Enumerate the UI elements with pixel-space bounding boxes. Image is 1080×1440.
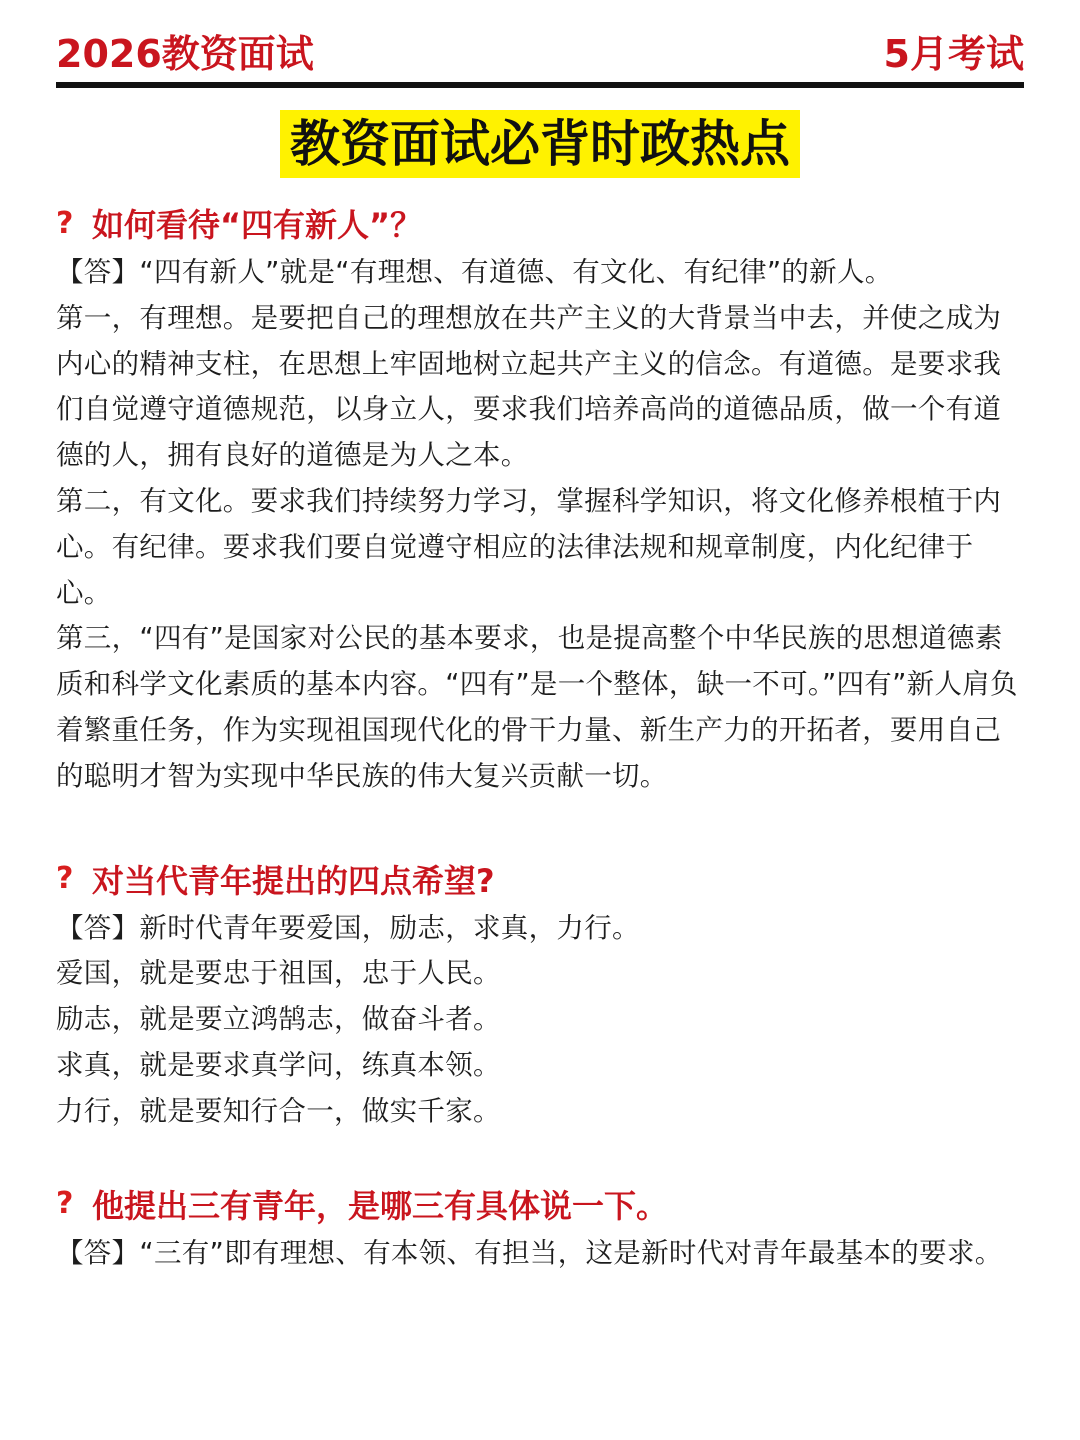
answer-paragraph: 【答】“四有新人”就是“有理想、有道德、有文化、有纪律”的新人。 (56, 256, 893, 288)
question-heading (56, 852, 1020, 906)
answer-paragraph: 求真，就是要求真学问，练真本领。 (56, 1048, 501, 1081)
answer-paragraph: 爱国，就是要忠于祖国，忠于人民。 (56, 957, 501, 990)
answer-paragraph: 【答】新时代青年要爱国，励志，求真，力行。 (56, 911, 640, 944)
question-text: 对当代青年提出的四点希望? (92, 861, 495, 900)
question-heading (56, 1177, 1020, 1231)
answer-paragraph: 【答】“三有”即有理想、有本领、有担当，这是新时代对青年最基本的要求。 (56, 1236, 1003, 1269)
answer-paragraph: 第三，“四有”是国家对公民的基本要求，也是提高整个中华民族的思想道德素质和科学文化素质的基本内容。“四有”是一个整体，缺一不可。”四有”新人肩负着繁重任务，作为实现祖国现代化的骨干力量、新生产力的开拓者，要用自己的聪明才智为实现中华民族的伟大复兴贡献一切。 (56, 622, 1018, 792)
header-right-text: 5月考试 (883, 31, 1024, 76)
header (56, 22, 1024, 78)
section-spacer (56, 1135, 1020, 1177)
answer-paragraph: 第二，有文化。要求我们持续努力学习，掌握科学知识，将文化修养根植于内心。有纪律。要求我们要自觉遵守相应的法律法规和规章制度，内化纪律于心。 (56, 484, 1002, 609)
page-title: 教资面试必背时政热点 (280, 110, 800, 178)
title-container (0, 110, 1080, 178)
article-body (56, 196, 1020, 1276)
question-mark-icon: ? (56, 861, 74, 897)
answer-paragraph: 第一，有理想。是要把自己的理想放在共产主义的大背景当中去，并使之成为内心的精神支柱，在思想上牢固地树立起共产主义的信念。有道德。是要求我们自觉遵守道德规范，以身立人，要求我们培养高尚的道德品质，做一个有道德的人，拥有良好的道德是为人之本。 (56, 301, 1002, 472)
header-divider (56, 82, 1024, 88)
question-mark-icon: ? (56, 205, 74, 241)
question-mark-icon: ? (56, 1186, 74, 1222)
answer-paragraph: 励志，就是要立鸿鹄志，做奋斗者。 (56, 1003, 501, 1036)
question-heading (56, 196, 1020, 250)
header-left-text: 2026教资面试 (56, 31, 314, 76)
question-text: 如何看待“四有新人”？ (92, 206, 423, 244)
answer-paragraph: 力行，就是要知行合一，做实千家。 (56, 1094, 501, 1127)
question-text: 他提出三有青年，是哪三有具体说一下。 (92, 1186, 669, 1225)
section-spacer (56, 800, 1020, 852)
